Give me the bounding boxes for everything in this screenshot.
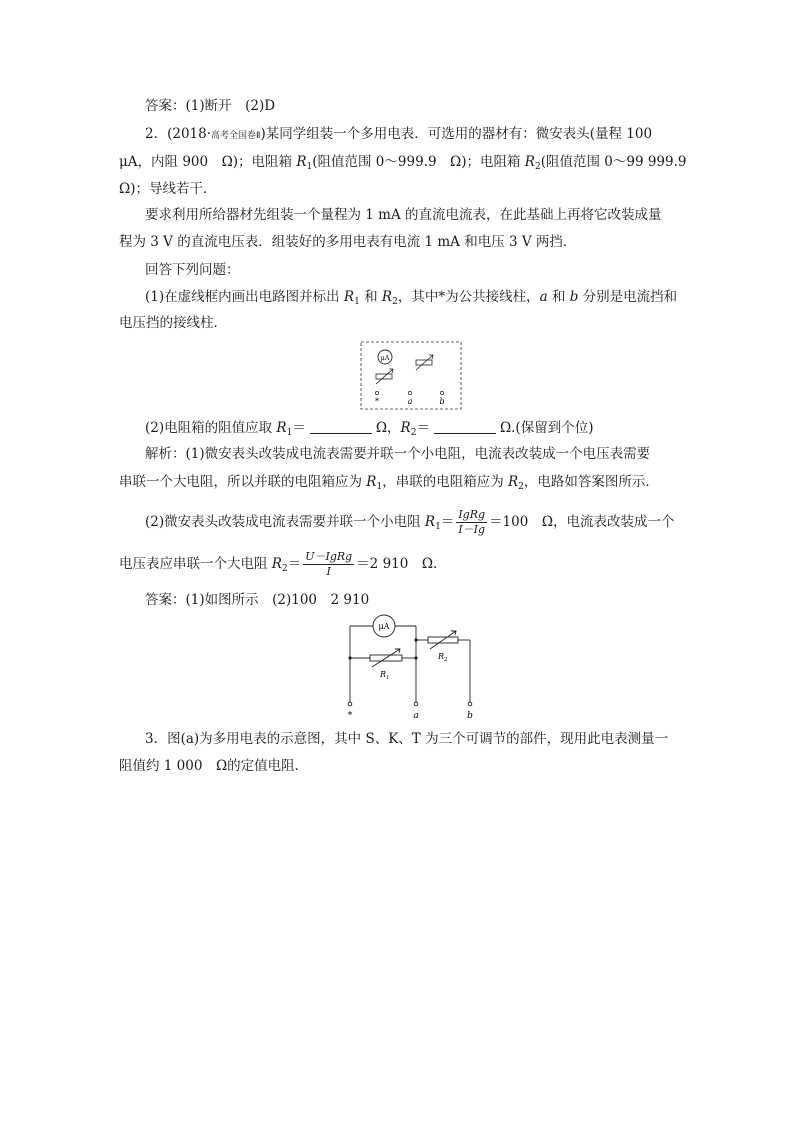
text-segment: (2)电阻箱的阻值应取: [145, 420, 277, 436]
question-text: )某同学组装一个多用电表．可选用的器材有：微安表头(量程 100: [260, 126, 653, 142]
fraction-denominator: I: [326, 565, 331, 578]
meter-label: μA: [378, 622, 390, 631]
fraction-numerator: IgRg: [456, 508, 487, 523]
terminal-a-icon: [414, 702, 418, 706]
question-source: 高考全国卷Ⅱ: [211, 131, 261, 141]
r2-symbol: R: [400, 420, 411, 436]
common-terminal-icon: [375, 391, 378, 394]
star-label: *: [347, 711, 353, 721]
common-terminal-icon: [348, 702, 352, 706]
answer-line-2: 答案：(1)如图所示 (2)100 2 910: [145, 592, 370, 608]
text-segment: ＝2 910 Ω.: [356, 556, 438, 572]
analysis-line-1: 解析：(1)微安表头改装成电流表需要并联一个小电阻，电流表改装成一个电压表需要: [145, 446, 651, 462]
junction-dot: [414, 638, 417, 641]
question-number: 2．(2018·: [145, 126, 212, 142]
variable-arrow-r2: [430, 631, 456, 649]
answer-blank-r1[interactable]: [310, 419, 372, 434]
question-2-line-2: [119, 152, 686, 177]
terminal-b-icon: [440, 391, 443, 394]
resistor-box-upper-icon: [416, 355, 433, 370]
text-segment: Ω.(保留到个位): [499, 420, 594, 436]
text-segment: (阻值范围 0～999.9 Ω)；电阻箱: [312, 154, 525, 170]
equals-sign: ＝: [287, 556, 302, 572]
b-label: b: [439, 397, 445, 406]
text-segment: (2)微安表头改装成电流表需要并联一个小电阻: [145, 514, 425, 530]
terminal-a-icon: [408, 391, 411, 394]
r1-label: $R_1$: [380, 670, 390, 681]
r1-symbol: R: [276, 420, 287, 436]
resistor-box-lower-icon: [376, 369, 393, 384]
answer-line-1: 答案：(1)断开 (2)D: [145, 98, 276, 114]
text-segment: 串联一个大电阻，所以并联的电阻箱应为: [119, 474, 367, 490]
subquestion-1-line-1: [145, 287, 677, 312]
terminal-a-label: a: [539, 289, 548, 305]
subquestion-1-line-2: 电压挡的接线柱．: [119, 315, 227, 331]
text-segment: 电压表应串联一个大电阻: [119, 556, 272, 572]
r1-symbol: R: [366, 474, 377, 490]
r2-symbol: R: [524, 154, 535, 170]
answer-blank-r2[interactable]: [434, 419, 496, 434]
a-label: a: [407, 397, 413, 406]
answer-prompt: 回答下列问题：: [145, 262, 240, 278]
requirement-line-2: 程为 3 V 的直流电压表．组装好的多用电表有电流 1 mA 和电压 3 V 两挡．: [119, 234, 577, 250]
text-segment: ，串联的电阻箱应为: [382, 474, 508, 490]
text-segment: 分别是电流挡和: [578, 289, 678, 305]
answer-circuit-figure: [340, 612, 480, 722]
r1-subscript: 1: [376, 482, 383, 492]
dashed-box-figure: [360, 341, 462, 411]
equals-sign: ＝: [440, 514, 455, 530]
fraction-numerator: U－IgRg: [305, 550, 353, 563]
text-segment: 和: [547, 289, 570, 305]
r2-symbol: R: [508, 474, 519, 490]
analysis-line-3: [145, 507, 675, 542]
r2-subscript: 2: [281, 564, 288, 574]
a-label: a: [413, 711, 419, 721]
fraction-r2: [303, 550, 354, 579]
r1-subscript: 1: [435, 522, 441, 532]
subquestion-2: [145, 418, 593, 443]
r1-subscript: 1: [306, 162, 313, 172]
text-segment: ，电路如答案图所示．: [523, 474, 659, 490]
analysis-line-2: [119, 472, 659, 497]
terminal-b-label: b: [569, 289, 579, 305]
fraction-denominator: I－Ig: [458, 523, 486, 536]
text-segment: μA，内阻 900 Ω)；电阻箱: [119, 154, 297, 170]
junction-dot: [348, 656, 351, 659]
r2-subscript: 2: [392, 297, 398, 307]
r2-symbol: R: [271, 556, 282, 572]
r2-subscript: 2: [518, 482, 524, 492]
question-2-line-1: [145, 124, 652, 146]
text-segment: 和: [359, 289, 382, 305]
variable-arrow-r1: [372, 649, 400, 667]
r1-symbol: R: [343, 289, 355, 305]
r1-subscript: 1: [354, 297, 360, 307]
r1-symbol: R: [296, 154, 307, 170]
b-label: b: [467, 711, 473, 721]
text-segment: ，其中*为公共接线柱，: [397, 289, 540, 305]
r1-symbol: R: [424, 514, 436, 530]
junction-dot: [414, 656, 417, 659]
equals-sign: ＝: [292, 420, 306, 436]
equals-sign: ＝: [416, 420, 430, 436]
fraction-r1: [456, 508, 487, 537]
meter-label: μA: [380, 354, 390, 362]
r2-label: $R_2$: [438, 652, 448, 663]
text-segment: Ω，: [375, 420, 401, 436]
question-2-line-3: Ω)；导线若干．: [119, 181, 217, 197]
text-segment: ＝100 Ω，电流表改装成一个: [489, 514, 675, 530]
question-3-line-1: 3．图(a)为多用电表的示意图，其中 S、K、T 为三个可调节的部件，现用此电表测量一: [145, 731, 669, 747]
star-label: *: [375, 397, 379, 406]
text-segment: (阻值范围 0～99 999.9: [540, 154, 687, 170]
r2-subscript: 2: [410, 428, 417, 438]
requirement-line-1: 要求利用所给器材先组装一个量程为 1 mA 的直流电流表，在此基础上再将它改装成量: [145, 207, 662, 223]
r2-symbol: R: [381, 289, 393, 305]
analysis-line-4: [119, 549, 437, 584]
text-segment: (1)在虚线框内画出电路图并标出: [145, 289, 344, 305]
r2-subscript: 2: [534, 162, 541, 172]
terminal-b-icon: [468, 702, 472, 706]
question-3-line-2: 阻值约 1 000 Ω的定值电阻．: [119, 758, 309, 774]
r1-subscript: 1: [286, 428, 293, 438]
